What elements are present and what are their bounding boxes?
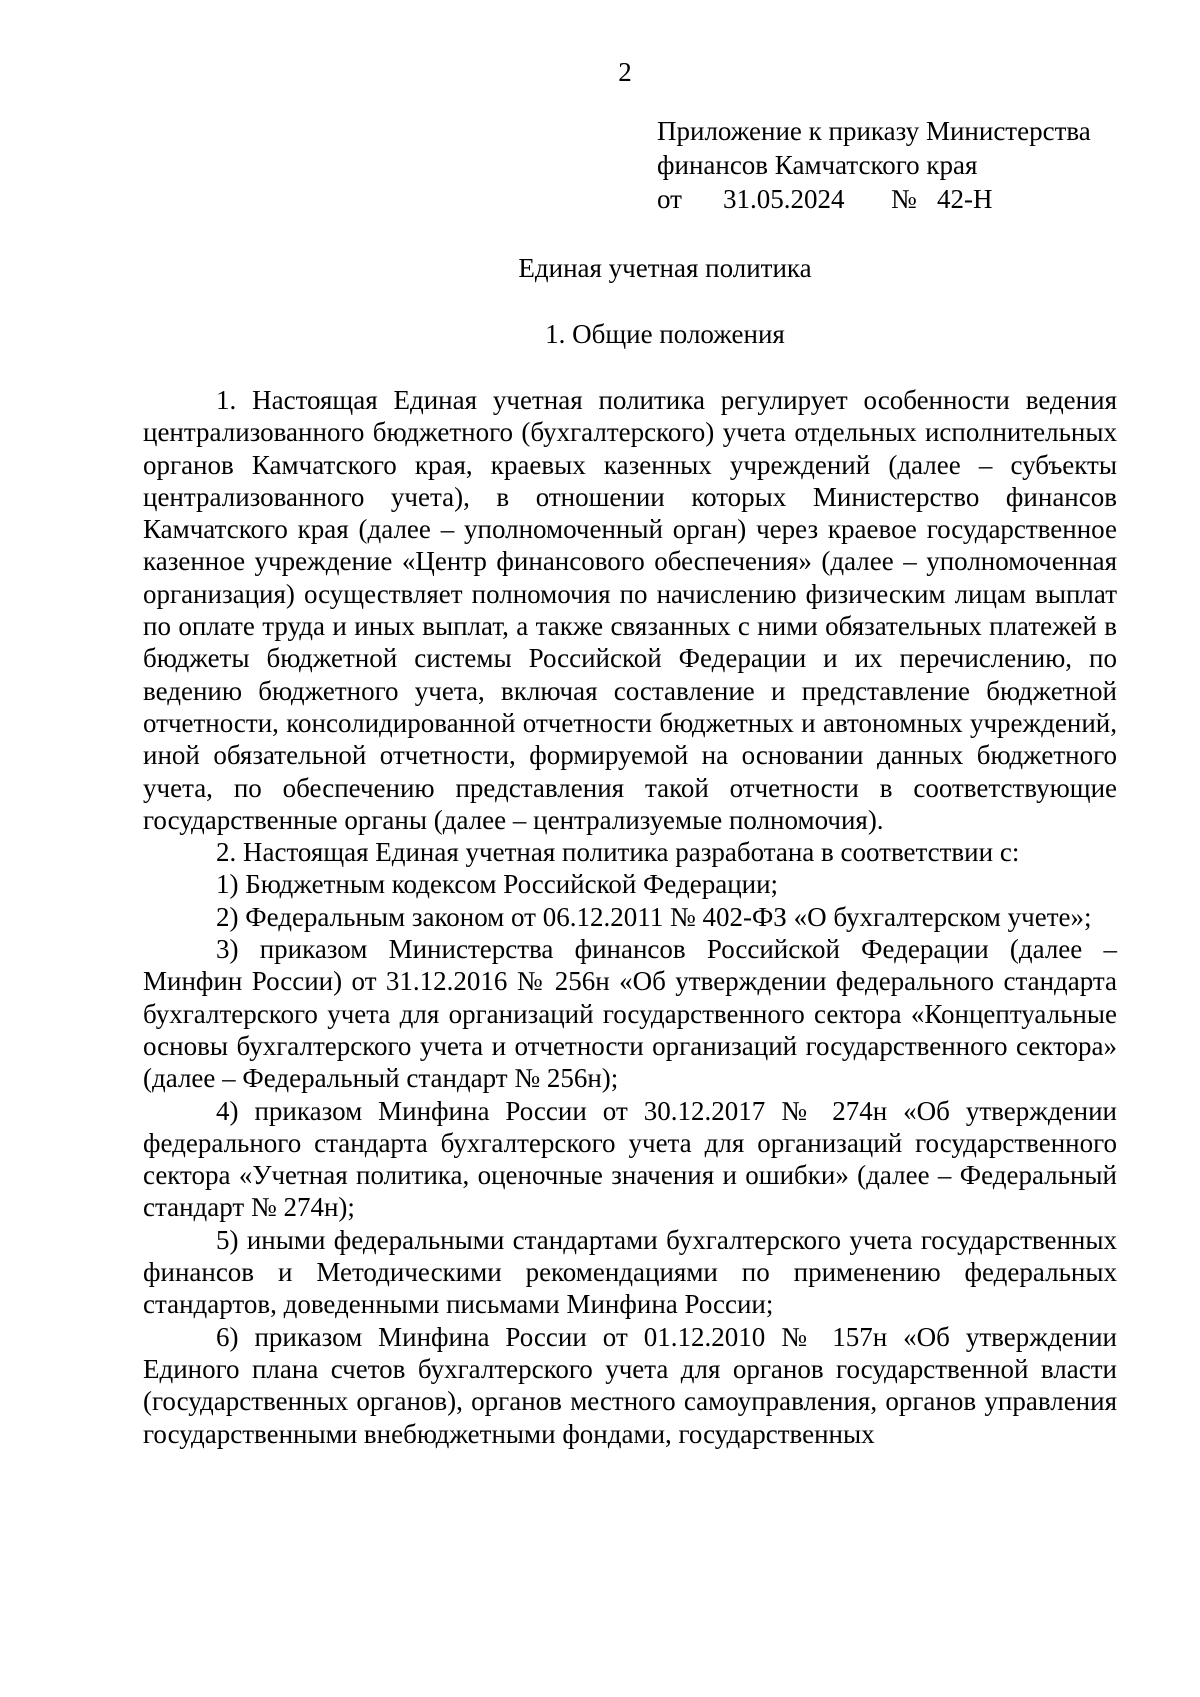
paragraph-1: 1. Настоящая Единая учетная политика регулирует особенности ведения централизованного бюджетного (бухгалтерского) учета отдельных исполнительных органов Камчатского края, краевых казенных учреждений (далее – субъекты централизованного учета), в отношении которых Министерство финансов Камчатского края (далее – уполномоченный орган) через краевое государственное казенное учреждение «Центр финансового обеспечения» (далее – уполномоченная организация) осуществляет полномочия по начислению физическим лицам выплат по оплате труда и иных выплат, а также связанных с ними обязательных платежей в бюджеты бюджетной системы Российской Федерации и их перечислению, по ведению бюджетного учета, включая составление и представление бюджетной отчетности, консолидированной отчетности бюджетных и автономных учреждений, иной обязательной отчетности, формируемой на основании данных бюджетного учета, по обеспечению представления такой отчетности в соответствующие государственные органы (далее – централизуемые полномочия). — [143, 385, 1117, 835]
document-title: Единая учетная политика — [518, 253, 812, 283]
list-item-4: 4) приказом Минфина России от 30.12.2017 № 274н «Об утверждении федерального стандарта бухгалтерского учета для организаций государственного сектора «Учетная политика, оценочные значения и ошибки» (далее – Федеральный стандарт № 274н); — [143, 1095, 1117, 1223]
list-item-6: 6) приказом Минфина России от 01.12.2010 № 157н «Об утверждении Единого плана счетов бухгалтерского учета для органов государственной власти (государственных органов), органов местного самоуправления, органов управления государственными внебюджетными фондами, государственных — [143, 1321, 1117, 1449]
document-body — [143, 384, 1117, 1450]
appendix-number: 42-Н — [937, 184, 993, 214]
appendix-order-details — [657, 182, 1091, 216]
list-item-2: 2) Федеральным законом от 06.12.2011 № 402-ФЗ «О бухгалтерском учете»; — [216, 901, 1092, 932]
section-title: 1. Общие положения — [545, 319, 785, 349]
appendix-date: 31.05.2024 — [723, 184, 845, 214]
paragraph-2: 2. Настоящая Единая учетная политика разработана в соответствии с: — [216, 837, 1020, 868]
page-number: 2 — [618, 57, 632, 87]
appendix-from-label: от — [657, 184, 682, 214]
appendix-number-label: № — [891, 184, 917, 214]
appendix-line-1: Приложение к приказу Министерства — [657, 116, 1091, 146]
list-item-1: 1) Бюджетным кодексом Российской Федерации; — [216, 869, 779, 900]
appendix-line-2: финансов Камчатского края — [657, 150, 978, 180]
list-item-3: 3) приказом Министерства финансов Российской Федерации (далее – Минфин России) от 31.12.2016 № 256н «Об утверждении федерального стандарта бухгалтерского учета для организаций государственного сектора «Концептуальные основы бухгалтерского учета и отчетности организаций государственного сектора» (далее – Федеральный стандарт № 256н); — [143, 934, 1117, 1094]
appendix-header — [657, 114, 1091, 216]
list-item-5: 5) иными федеральными стандартами бухгалтерского учета государственных финансов и Методическими рекомендациями по применению федеральных стандартов, доведенными письмами Минфина России; — [143, 1224, 1117, 1320]
